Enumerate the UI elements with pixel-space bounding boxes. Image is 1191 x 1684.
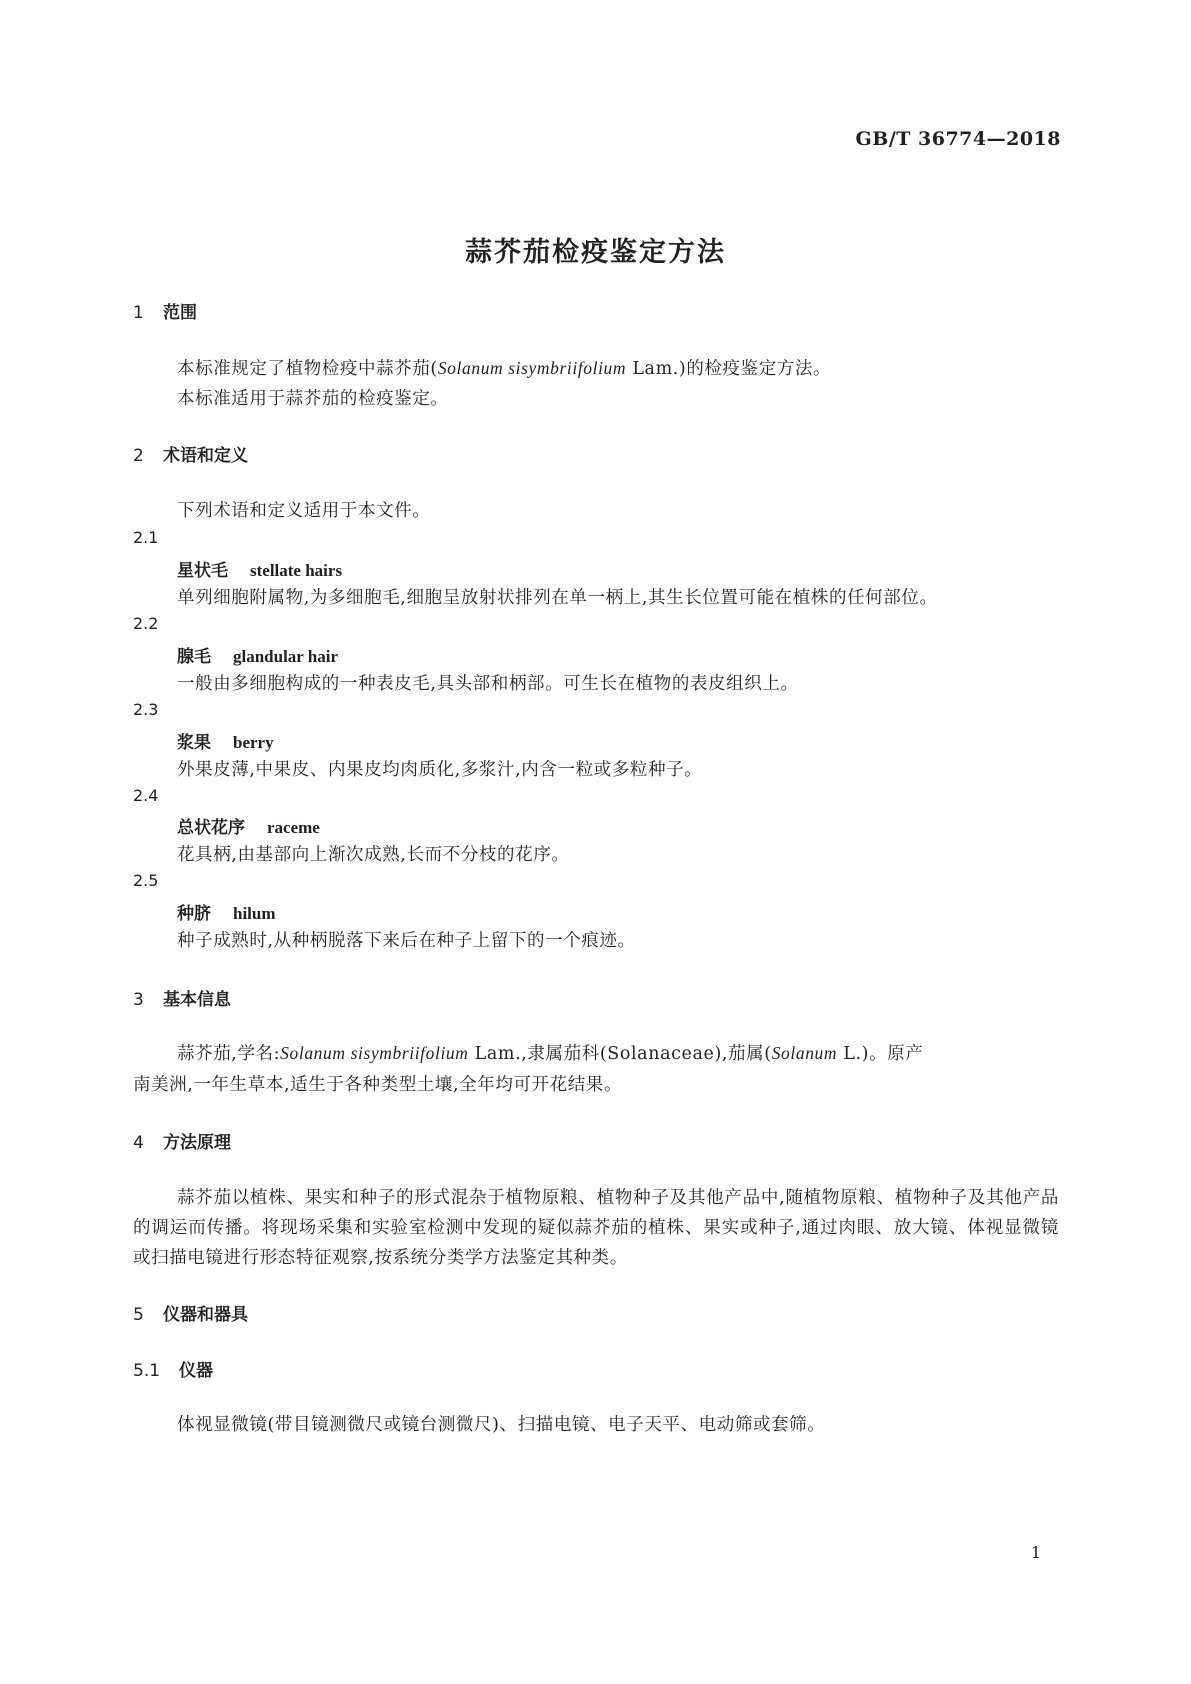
section-number: 5.1 — [133, 1361, 161, 1381]
section-title: 方法原理 — [163, 1133, 231, 1153]
section-5-1-body: 体视显微镜(带目镜测微尺或镜台测微尺)、扫描电镜、电子天平、电动筛或套筛。 — [177, 1415, 826, 1435]
term-definition: 花具柄,由基部向上渐次成熟,长而不分枝的花序。 — [177, 845, 570, 865]
section-4-body: 蒜芥茄以植株、果实和种子的形式混杂于植物原粮、植物种子及其他产品中,随植物原粮、植物种子及其他产品的调运而传播。将现场采集和实验室检测中发现的疑似蒜芥茄的植株、果实或种子,通过肉眼、放大镜、体视显微镜或扫描电镜进行形态特征观察,按系统分类学方法鉴定其种类。 — [133, 1188, 1059, 1268]
section-2-heading — [133, 441, 248, 466]
standard-number: GB/T 36774—2018 — [855, 128, 1061, 150]
term-heading: 浆果 berry — [177, 733, 274, 753]
term-heading: 腺毛 glandular hair — [177, 647, 339, 667]
document-title: 蒜芥茄检疫鉴定方法 — [465, 237, 726, 268]
section-number: 4 — [133, 1133, 144, 1153]
term-definition: 种子成熟时,从种柄脱落下来后在种子上留下的一个痕迹。 — [177, 931, 636, 951]
section-2-intro: 下列术语和定义适用于本文件。 — [177, 501, 431, 521]
section-1-paragraph-1: 本标准规定了植物检疫中蒜芥茄(Solanum sisymbriifolium Lam.)的检疫鉴定方法。 — [177, 358, 832, 379]
section-number: 3 — [133, 990, 144, 1010]
section-number: 2 — [133, 446, 144, 466]
section-title: 术语和定义 — [163, 446, 248, 466]
term-heading: 星状毛 stellate hairs — [177, 561, 343, 581]
term-number: 2.4 — [133, 786, 159, 805]
term-number: 2.1 — [133, 528, 159, 547]
section-3-heading — [133, 985, 231, 1010]
scientific-name: Solanum sisymbriifolium — [437, 358, 627, 378]
section-5-1-heading — [133, 1356, 213, 1381]
term-heading: 总状花序 raceme — [177, 818, 320, 838]
section-title: 范围 — [163, 303, 197, 323]
term-number: 2.3 — [133, 700, 159, 719]
section-1-heading — [133, 298, 197, 323]
section-title: 基本信息 — [163, 990, 231, 1010]
section-3-line-1: 蒜芥茄,学名:Solanum sisymbriifolium Lam.,隶属茄科(Solanaceae),茄属(Solanum L.)。原产 — [177, 1043, 924, 1064]
term-definition: 一般由多细胞构成的一种表皮毛,具头部和柄部。可生长在植物的表皮组织上。 — [177, 674, 799, 694]
term-definition: 外果皮薄,中果皮、内果皮均肉质化,多浆汁,内含一粒或多粒种子。 — [177, 760, 703, 780]
section-title: 仪器 — [179, 1361, 213, 1381]
section-5-heading — [133, 1300, 248, 1325]
page-number: 1 — [1030, 1543, 1041, 1562]
term-definition: 单列细胞附属物,为多细胞毛,细胞呈放射状排列在单一柄上,其生长位置可能在植株的任何部位。 — [177, 588, 938, 608]
term-number: 2.2 — [133, 614, 159, 633]
section-3-line-2: 南美洲,一年生草本,适生于各种类型土壤,全年均可开花结果。 — [133, 1075, 623, 1095]
section-4-heading — [133, 1128, 231, 1153]
term-number: 2.5 — [133, 871, 159, 890]
term-heading: 种脐 hilum — [177, 904, 276, 924]
genus-name: Solanum — [771, 1043, 838, 1063]
section-1-paragraph-2: 本标准适用于蒜芥茄的检疫鉴定。 — [177, 389, 449, 409]
section-number: 5 — [133, 1305, 144, 1325]
section-number: 1 — [133, 303, 144, 323]
section-title: 仪器和器具 — [163, 1305, 248, 1325]
scientific-name: Solanum sisymbriifolium — [280, 1043, 469, 1063]
